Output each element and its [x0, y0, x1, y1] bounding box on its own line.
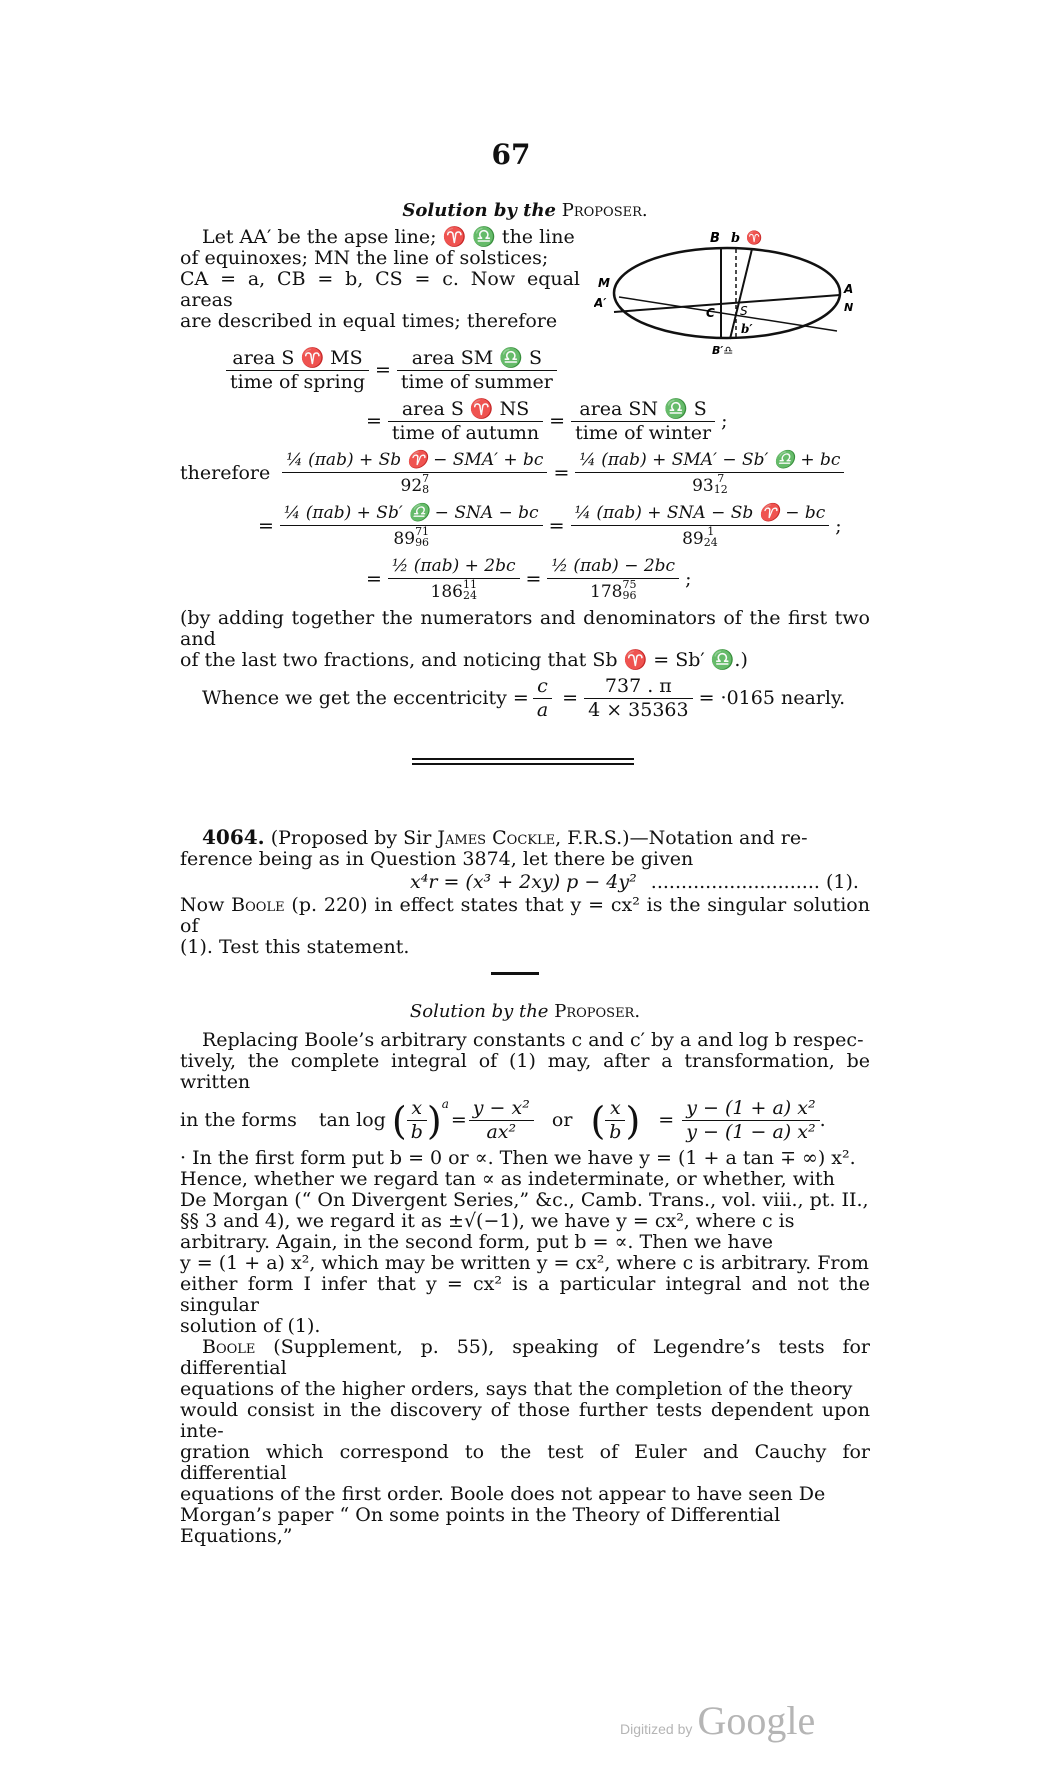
solution-p1-line-1: Replacing Boole’s arbitrary constants c and c′ by a and log b respec-	[202, 1029, 864, 1051]
fraction-f4: ¼ (πab) + SNA − Sb ♈ − bc 89 1 24	[571, 502, 830, 551]
label-N: N	[844, 301, 854, 314]
intro-line-1: Let AA′ be the apse line; ♈ ♎ the line	[202, 226, 575, 248]
ratio-row-1: $\frac{\text{area S ♈ MS}}{\text{time of spring}}$ = $\frac{\text{area SM ♎ S}}{\text{time of summer}}$	[226, 347, 870, 394]
label-B: B	[710, 231, 720, 246]
fraction-spring: $\frac{\text{area S ♈ MS}}{\text{time of spring}}$	[226, 347, 369, 394]
note-line-1: (by adding together the numerators and denominators of the first two and	[180, 607, 870, 650]
solution-p2-line-2: Hence, whether we regard tan ∝ as indeterminate, or whether, with	[180, 1168, 835, 1190]
solution-p1-line-2: tively, the complete integral of (1) may, after a transformation, be written	[180, 1050, 870, 1093]
solution-p2-line-5: arbitrary. Again, in the second form, put b = ∝. Then we have	[180, 1231, 774, 1253]
label-C: C	[706, 306, 715, 320]
solution-p3-line-5: equations of the first order. Boole does not appear to have seen De	[180, 1483, 826, 1505]
solution-p3-line-2: equations of the higher orders, says that the completion of the theory	[180, 1378, 853, 1400]
therefore-row: therefore ¼ (πab) + Sb ♈ − SMA′ + bc 92 7 8 = ¼ (πab) + SMA′ − Sb′ ♎ + bc 93 7 12	[180, 449, 870, 498]
fraction-x-over-b-2: $\frac{x}{b}$	[605, 1097, 625, 1144]
apse-line	[614, 295, 840, 312]
forms-line: in the forms tan log ( $\frac{x}{b}$ )a= $\frac{\text{y − x²}}{\text{ax²}}$ or ( $\frac{x}{b}$ ) = $\frac{\text{y − (1 + a) x²}}{\text{y − (1 − a) x²}}$ .	[180, 1097, 826, 1143]
fraction-x-over-b-1: $\frac{x}{b}$	[407, 1097, 427, 1144]
fraction-f5: ½ (πab) + 2bc 186 11 24	[388, 555, 520, 604]
question-equation: x⁴r = (x³ + 2xy) p − 4y² ............................ (1).	[410, 871, 859, 893]
solution-p2	[180, 1148, 870, 1337]
ratio-row-2: = $\frac{\text{area S ♈ NS}}{\text{time of autumn}}$ = $\frac{\text{area SN ♎ S}}{\text{time of winter}}$ ;	[366, 398, 728, 444]
label-S: S	[740, 304, 748, 318]
fraction-eccentricity-value: $\frac{737 . \pi}{4 \times 35363}$	[584, 675, 693, 722]
question-number: 4064.	[202, 825, 265, 849]
intro-block	[180, 227, 870, 361]
solution-p3-line-4: gration which correspond to the test of Euler and Cauchy for differential	[180, 1441, 870, 1484]
label-A: A	[844, 282, 854, 296]
solution-p3-line-1: Boole (Supplement, p. 55), speaking of Legendre’s tests for differential	[180, 1336, 870, 1379]
fraction-f3: ¼ (πab) + Sb′ ♎ − SNA − bc 89 71 96	[280, 502, 543, 551]
intro-line-2: of equinoxes; MN the line of solstices;	[180, 247, 549, 269]
solution-p2-line-1: · In the first form put b = 0 or ∝. Then we have y = (1 + a tan ∓ ∞) x².	[180, 1147, 856, 1169]
note-block	[180, 608, 870, 671]
question-line-2: ference being as in Question 3874, let there be given	[180, 848, 694, 870]
label-b-prime: b′	[741, 322, 753, 336]
solution-p2-line-3: De Morgan (“ On Divergent Series,” &c., Camb. Trans., vol. viii., pt. II.,	[180, 1189, 869, 1211]
fraction-autumn: $\frac{\text{area S ♈ NS}}{\text{time of autumn}}$	[388, 398, 543, 445]
fraction-c-over-a: $\frac{c}{a}$	[533, 675, 552, 722]
solution-heading-2: Solution by the Proposer.	[409, 1001, 641, 1022]
label-M: M	[598, 276, 610, 290]
note-line-2: of the last two fractions, and noticing that Sb ♈ = Sb′ ♎.)	[180, 649, 748, 671]
fraction-summer: $\frac{\text{area SM ♎ S}}{\text{time of summer}}$	[397, 347, 557, 394]
fraction-form2-rhs: $\frac{\text{y − (1 + a) x²}}{\text{y − (1 − a) x²}}$	[682, 1097, 819, 1144]
fraction-f6: ½ (πab) − 2bc 178 75 96	[547, 555, 679, 604]
digitized-by-watermark: Digitized by	[620, 1721, 693, 1737]
short-divider	[491, 972, 539, 975]
label-aries: ♈	[746, 231, 763, 246]
solution-p1	[180, 1030, 870, 1093]
solution-p2-line-4: §§ 3 and 4), we regard it as ±√(−1), we have y = cx², where c is	[180, 1210, 795, 1232]
equation-row-3: = ¼ (πab) + Sb′ ♎ − SNA − bc 89 71 96 = ¼ (πab) + SNA − Sb ♈ − bc 89 1 24 ;	[258, 503, 842, 549]
solution-p3	[180, 1337, 870, 1547]
page-number: 67	[491, 138, 531, 171]
therefore-label: therefore	[180, 462, 271, 484]
section-divider-top	[412, 758, 634, 760]
ellipse-diagram	[594, 227, 864, 357]
question-line-5: (1). Test this statement.	[180, 936, 410, 958]
solution-p2-line-7: either form I infer that y = cx² is a particular integral and not the singular	[180, 1273, 870, 1316]
label-A-prime: A′	[594, 296, 607, 310]
question-line-1: 4064. (Proposed by Sir James Cockle, F.R.S.)—Notation and re-	[202, 825, 808, 849]
fraction-winter: $\frac{\text{area SN ♎ S}}{\text{time of winter}}$	[571, 398, 715, 445]
question-line-4: Now Boole (p. 220) in effect states that y = cx² is the singular solution of	[180, 894, 870, 937]
heading-italic: Solution by the	[402, 200, 556, 221]
proposer-name: James Cockle	[437, 827, 556, 849]
question-block	[180, 827, 870, 958]
equation-row-4: = ½ (πab) + 2bc 186 11 24 = ½ (πab) − 2bc 178 75 96 ;	[366, 556, 692, 602]
solution-p2-line-8: solution of (1).	[180, 1315, 321, 1337]
intro-line-3: CA = a, CB = b, CS = c. Now equal areas	[180, 268, 580, 311]
fraction-f1: ¼ (πab) + Sb ♈ − SMA′ + bc 92 7 8	[282, 449, 547, 498]
boole-name: Boole	[202, 1336, 256, 1358]
solution-heading-1	[180, 200, 870, 221]
intro-line-4: are described in equal times; therefore	[180, 310, 558, 332]
fraction-form1-rhs: $\frac{\text{y − x²}}{\text{ax²}}$	[469, 1097, 534, 1144]
heading-proposer: Proposer.	[561, 200, 648, 221]
google-logo: Google	[697, 1698, 816, 1743]
fraction-f2: ¼ (πab) + SMA′ − Sb′ ♎ + bc 93 7 12	[575, 449, 844, 498]
solution-p3-line-6: Morgan’s paper “ On some points in the Theory of Differential Equations,”	[180, 1504, 781, 1547]
watermark-block	[620, 1697, 870, 1744]
section-divider-bottom	[412, 763, 634, 765]
orbit-ellipse	[614, 248, 840, 338]
label-B-prime-libra: B′♎	[712, 344, 734, 357]
eccentricity-line: Whence we get the eccentricity = $\frac{c}{a}$ = $\frac{737 . \pi}{4 \times 35363}$ = ·0165 nearly.	[202, 675, 846, 721]
solution-p3-line-3: would consist in the discovery of those further tests dependent upon inte-	[180, 1399, 870, 1442]
label-b: b	[731, 231, 741, 246]
solution-p2-line-6: y = (1 + a) x², which may be written y = cx², where c is arbitrary. From	[180, 1252, 869, 1274]
